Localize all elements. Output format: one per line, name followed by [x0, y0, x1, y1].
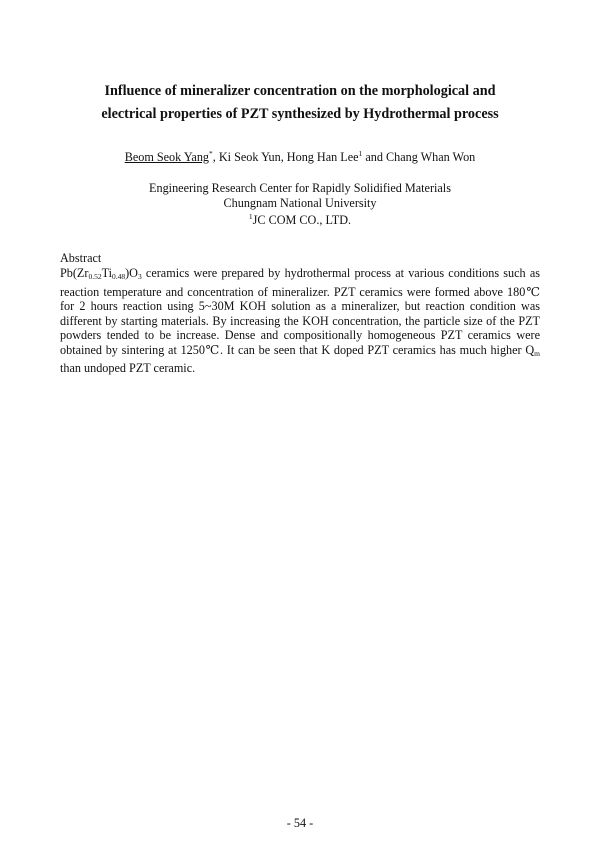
q-m-sub: m — [534, 348, 540, 358]
author-list — [0, 149, 600, 165]
affiliation-company: JC COM CO., LTD. — [252, 213, 352, 227]
affiliation-line-1: Engineering Research Center for Rapidly Solidified Materials — [149, 181, 451, 195]
formula-ti: Ti — [101, 266, 112, 280]
title-line-2: electrical properties of PZT synthesized by Hydrothermal process — [101, 106, 499, 122]
formula-pb-zr: Pb(Zr — [60, 266, 89, 280]
title-line-1: Influence of mineralizer concentration on the morphological and — [104, 83, 496, 99]
page-number: - 54 - — [286, 816, 314, 830]
author-names-last: and Chang Whan Won — [362, 150, 476, 164]
affiliation-line-2: Chungnam National University — [223, 195, 377, 210]
author-mark-corresponding: * — [209, 149, 213, 158]
author-mark-affil: 1 — [358, 149, 363, 158]
formula-o: )O — [125, 266, 138, 280]
affiliations — [0, 181, 600, 228]
author-presenting: Beom Seok Yang — [124, 150, 210, 164]
affiliation-line-3 — [0, 210, 600, 228]
formula-o-sub: 3 — [137, 272, 142, 281]
abstract-body — [60, 266, 540, 376]
formula-zr-sub: 0.52 — [88, 272, 102, 281]
paper-title — [60, 80, 540, 126]
author-names-middle: , Ki Seok Yun, Hong Han Lee — [212, 150, 359, 164]
affiliation-mark: 1 — [248, 212, 253, 221]
formula-ti-sub: 0.48 — [111, 272, 126, 281]
abstract-text-main: ceramics were prepared by hydrothermal process at various conditions such as reaction temperature and concentration of mineralizer. PZT ceramics were formed above 180℃ for 2 hours reaction using 5~30M KOH solution as a mineralizer, but reaction condition was different by starting materials. By increasing the KOH concentration, the particle size of the PZT powders tended to be increase. Dense and compositionally homogeneous PZT ceramics were obtained by sintering at 1250℃. It can be seen that K doped PZT ceramics has much higher Q — [60, 266, 540, 357]
abstract-heading: Abstract — [60, 251, 102, 265]
abstract-text-end: than undoped PZT ceramic. — [60, 361, 196, 375]
